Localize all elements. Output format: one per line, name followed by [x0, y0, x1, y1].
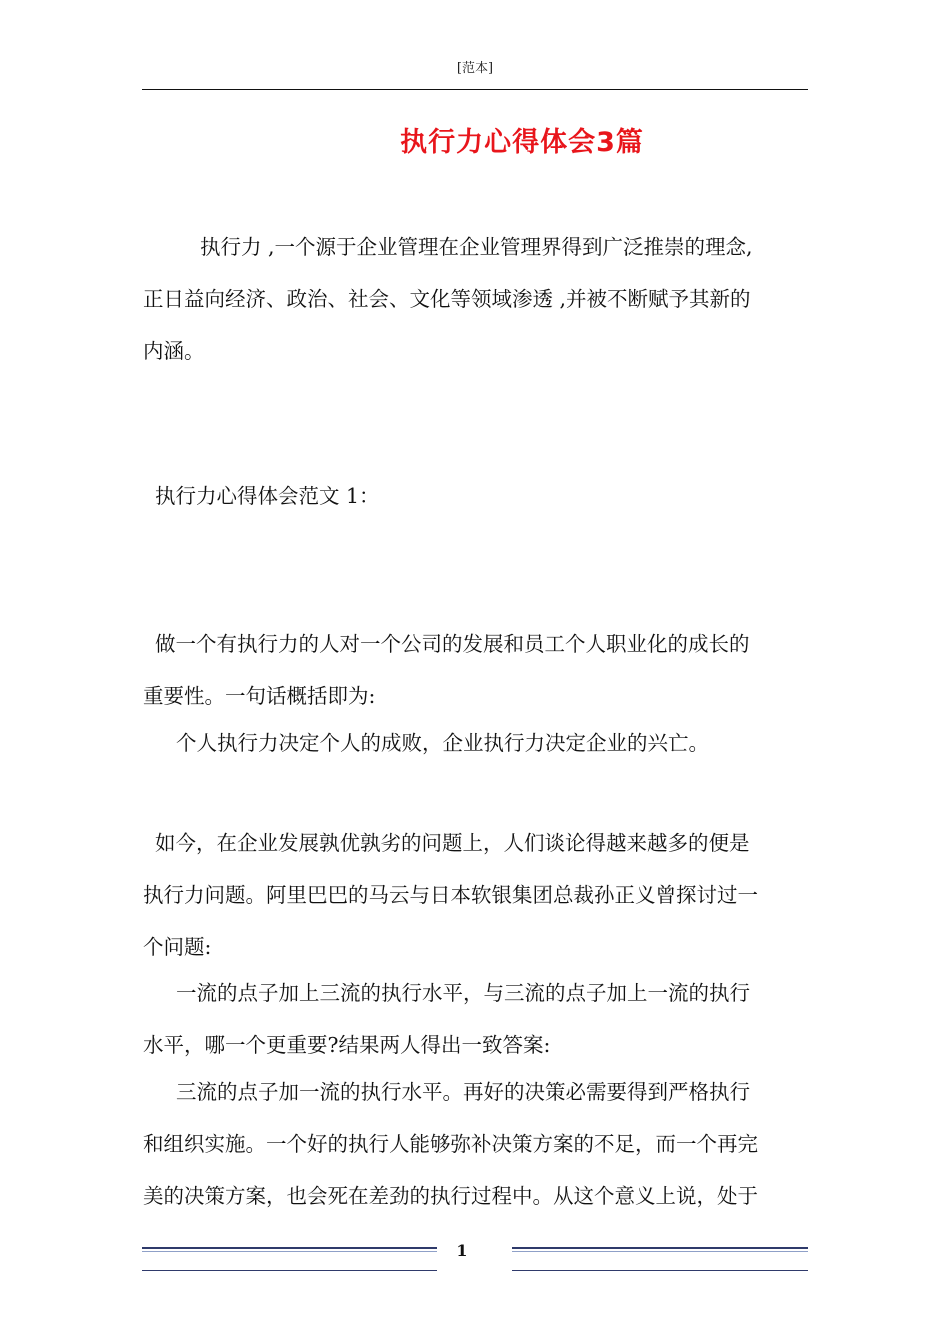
header-label: [范本] — [456, 61, 494, 76]
paragraph-line: 美的决策方案，也会死在差劲的执行过程中。从这个意义上说，处于 — [143, 1184, 758, 1208]
footer-divider-right-top-thin — [512, 1251, 808, 1252]
paragraph-line: 三流的点子加一流的执行水平。再好的决策必需要得到严格执行 — [176, 1080, 750, 1104]
document-title: 执行力心得体会3篇 — [400, 127, 644, 158]
paragraph-quote — [143, 717, 811, 769]
paragraph-line: 如今，在企业发展孰优孰劣的问题上，人们谈论得越来越多的便是 — [155, 831, 750, 855]
footer-divider-right-bottom — [512, 1270, 808, 1271]
paragraph-line: 执行力 ,一个源于企业管理在企业管理界得到广泛推崇的理念, — [200, 235, 753, 259]
paragraph-line: 个人执行力决定个人的成败，企业执行力决定企业的兴亡。 — [176, 731, 709, 755]
page-number: 1 — [456, 1241, 468, 1260]
paragraph-line: 水平，哪一个更重要?结果两人得出一致答案: — [143, 1033, 551, 1057]
footer-divider-left-top — [142, 1247, 437, 1249]
paragraph-discussion — [143, 817, 811, 973]
paragraph-line: 正日益向经济、政治、社会、文化等领域渗透 ,并被不断赋予其新的 — [143, 287, 751, 311]
paragraph-answer — [143, 1066, 811, 1222]
paragraph-line: 个问题: — [143, 935, 212, 959]
footer-divider-right-top — [512, 1247, 808, 1249]
footer-divider-left-bottom — [142, 1270, 437, 1271]
paragraph-line: 内涵。 — [143, 339, 205, 363]
paragraph-intro — [143, 221, 811, 377]
paragraph-line: 一流的点子加上三流的执行水平，与三流的点子加上一流的执行 — [176, 981, 750, 1005]
footer-divider-left-top-thin — [142, 1251, 437, 1252]
header-divider — [142, 89, 808, 90]
paragraph-importance — [143, 618, 811, 722]
paragraph-line: 和组织实施。一个好的执行人能够弥补决策方案的不足，而一个再完 — [143, 1132, 758, 1156]
paragraph-question — [143, 967, 811, 1071]
paragraph-line: 执行力问题。阿里巴巴的马云与日本软银集团总裁孙正义曾探讨过一 — [143, 883, 758, 907]
paragraph-line: 重要性。一句话概括即为: — [143, 684, 376, 708]
section-heading — [143, 470, 811, 522]
paragraph-line: 执行力心得体会范文 1： — [155, 484, 380, 508]
paragraph-line: 做一个有执行力的人对一个公司的发展和员工个人职业化的成长的 — [155, 632, 750, 656]
